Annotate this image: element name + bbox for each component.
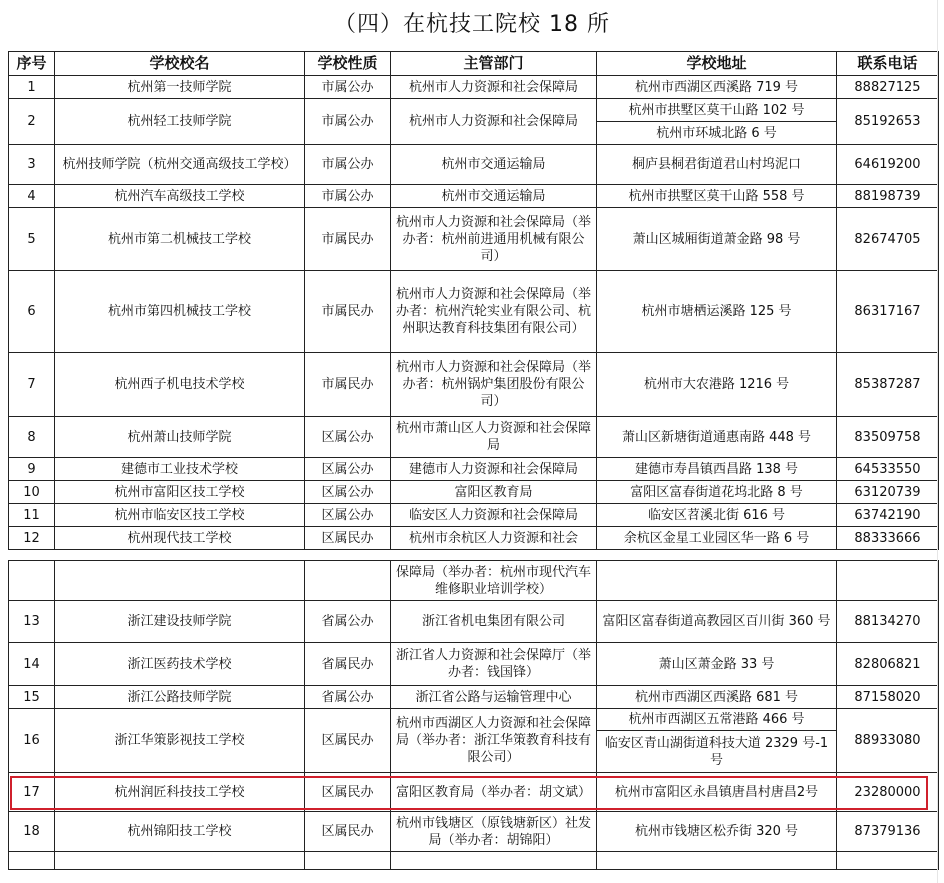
cell-address: 萧山区城厢街道萧金路 98 号 xyxy=(597,208,837,271)
cell-no: 1 xyxy=(9,76,55,99)
table-row xyxy=(9,417,939,458)
cell-name: 杭州第一技师学院 xyxy=(55,76,305,99)
table-row xyxy=(9,99,939,122)
cell-address: 余杭区金星工业园区华一路 6 号 xyxy=(597,527,837,550)
cell-no: 12 xyxy=(9,527,55,550)
header-address: 学校地址 xyxy=(597,52,837,76)
cell-phone: 85192653 xyxy=(837,99,939,145)
table-row xyxy=(9,527,939,550)
page-break-gap xyxy=(9,550,939,561)
cell-dept: 杭州市萧山区人力资源和社会保障局 xyxy=(391,417,597,458)
cell-phone: 82806821 xyxy=(837,643,939,686)
cell-no: 18 xyxy=(9,812,55,852)
cell-dept: 杭州市人力资源和社会保障局（举办者：杭州汽轮实业有限公司、杭州职达教育科技集团有限公司） xyxy=(391,271,597,353)
cell-no: 2 xyxy=(9,99,55,145)
cell-name: 浙江华策影视技工学校 xyxy=(55,709,305,773)
table-row xyxy=(9,76,939,99)
cell-no: 3 xyxy=(9,145,55,185)
cell-name: 杭州西子机电技术学校 xyxy=(55,353,305,417)
header-phone: 联系电话 xyxy=(837,52,939,76)
cell-address: 杭州市西湖区西溪路 681 号 xyxy=(597,686,837,709)
table-row xyxy=(9,353,939,417)
cell-phone: 88134270 xyxy=(837,601,939,643)
cell-address: 杭州市塘栖运溪路 125 号 xyxy=(597,271,837,353)
cell-dept: 浙江省公路与运输管理中心 xyxy=(391,686,597,709)
cell-phone: 88827125 xyxy=(837,76,939,99)
table-row xyxy=(9,185,939,208)
cell-type: 区属民办 xyxy=(305,773,391,812)
cell-dept: 浙江省机电集团有限公司 xyxy=(391,601,597,643)
cell-name: 建德市工业技术学校 xyxy=(55,458,305,481)
cell-type: 市属民办 xyxy=(305,271,391,353)
header-type: 学校性质 xyxy=(305,52,391,76)
cell-dept: 杭州市人力资源和社会保障局 xyxy=(391,99,597,145)
cell-type: 区属民办 xyxy=(305,709,391,773)
cell-phone: 88333666 xyxy=(837,527,939,550)
cell-no: 7 xyxy=(9,353,55,417)
cell-name: 浙江医药技术学校 xyxy=(55,643,305,686)
cell-no: 14 xyxy=(9,643,55,686)
page-title: （四）在杭技工院校 18 所 xyxy=(334,12,610,37)
cell-no: 9 xyxy=(9,458,55,481)
cell-phone: 64619200 xyxy=(837,145,939,185)
cell-no: 15 xyxy=(9,686,55,709)
cell-no: 6 xyxy=(9,271,55,353)
cell-no: 16 xyxy=(9,709,55,773)
cell-name: 杭州市第二机械技工学校 xyxy=(55,208,305,271)
cell-name: 杭州萧山技师学院 xyxy=(55,417,305,458)
cell-name: 杭州轻工技师学院 xyxy=(55,99,305,145)
cell-phone: 83509758 xyxy=(837,417,939,458)
cell-address: 建德市寿昌镇西昌路 138 号 xyxy=(597,458,837,481)
table-row-continued xyxy=(9,561,939,601)
cell-no: 4 xyxy=(9,185,55,208)
cell-dept: 杭州市西湖区人力资源和社会保障局（举办者：浙江华策教育科技有限公司） xyxy=(391,709,597,773)
cell-name xyxy=(55,561,305,601)
table-row-empty xyxy=(9,852,939,870)
cell-dept: 杭州市交通运输局 xyxy=(391,185,597,208)
cell-address: 萧山区萧金路 33 号 xyxy=(597,643,837,686)
cell-phone: 23280000 xyxy=(837,773,939,812)
cell-dept: 建德市人力资源和社会保障局 xyxy=(391,458,597,481)
table-row xyxy=(9,709,939,731)
cell-phone: 87379136 xyxy=(837,812,939,852)
table-row xyxy=(9,601,939,643)
table-row xyxy=(9,504,939,527)
table-row xyxy=(9,686,939,709)
cell-phone: 63742190 xyxy=(837,504,939,527)
cell-type: 省属公办 xyxy=(305,686,391,709)
cell-address: 杭州市拱墅区莫干山路 102 号 xyxy=(597,99,837,122)
cell-phone: 64533550 xyxy=(837,458,939,481)
cell-address: 杭州市西湖区西溪路 719 号 xyxy=(597,76,837,99)
cell-dept: 临安区人力资源和社会保障局 xyxy=(391,504,597,527)
cell-phone: 63120739 xyxy=(837,481,939,504)
cell-name: 杭州润匠科技技工学校 xyxy=(55,773,305,812)
cell-type: 市属公办 xyxy=(305,76,391,99)
table-row xyxy=(9,481,939,504)
table-row xyxy=(9,271,939,353)
header-dept: 主管部门 xyxy=(391,52,597,76)
cell-type: 区属公办 xyxy=(305,458,391,481)
cell-name: 杭州技师学院（杭州交通高级技工学校） xyxy=(55,145,305,185)
cell-type: 市属民办 xyxy=(305,353,391,417)
cell-no: 13 xyxy=(9,601,55,643)
cell-dept: 杭州市钱塘区（原钱塘新区）社发局（举办者：胡锦阳） xyxy=(391,812,597,852)
cell-name: 杭州锦阳技工学校 xyxy=(55,812,305,852)
cell-no: 17 xyxy=(9,773,55,812)
header-name: 学校校名 xyxy=(55,52,305,76)
cell-type xyxy=(305,561,391,601)
table-row-highlighted xyxy=(9,773,939,812)
table-row xyxy=(9,458,939,481)
cell-name: 杭州市第四机械技工学校 xyxy=(55,271,305,353)
table-row xyxy=(9,812,939,852)
cell-address: 萧山区新塘街道通惠南路 448 号 xyxy=(597,417,837,458)
header-no: 序号 xyxy=(9,52,55,76)
cell-no: 8 xyxy=(9,417,55,458)
cell-phone: 88933080 xyxy=(837,709,939,773)
cell-type: 省属公办 xyxy=(305,601,391,643)
cell-address: 杭州市富阳区永昌镇唐昌村唐昌2号 xyxy=(597,773,837,812)
table-header-row xyxy=(9,52,939,76)
cell-address: 临安区青山湖街道科技大道 2329 号-1 号 xyxy=(597,731,837,773)
cell-name: 杭州汽车高级技工学校 xyxy=(55,185,305,208)
cell-address: 桐庐县桐君街道君山村坞泥口 xyxy=(597,145,837,185)
cell-address: 临安区苕溪北街 616 号 xyxy=(597,504,837,527)
table-row xyxy=(9,145,939,185)
cell-type: 区属公办 xyxy=(305,481,391,504)
cell-address: 杭州市拱墅区莫干山路 558 号 xyxy=(597,185,837,208)
cell-phone: 85387287 xyxy=(837,353,939,417)
cell-phone: 82674705 xyxy=(837,208,939,271)
cell-address: 杭州市大农港路 1216 号 xyxy=(597,353,837,417)
cell-dept: 富阳区教育局（举办者：胡文斌） xyxy=(391,773,597,812)
schools-table xyxy=(8,51,939,870)
cell-name: 杭州市临安区技工学校 xyxy=(55,504,305,527)
cell-dept: 浙江省人力资源和社会保障厅（举办者：钱国锋） xyxy=(391,643,597,686)
cell-dept: 杭州市人力资源和社会保障局（举办者：杭州锅炉集团股份有限公司） xyxy=(391,353,597,417)
cell-type: 市属公办 xyxy=(305,99,391,145)
cell-no: 10 xyxy=(9,481,55,504)
cell-type: 省属民办 xyxy=(305,643,391,686)
cell-dept: 富阳区教育局 xyxy=(391,481,597,504)
cell-dept: 杭州市人力资源和社会保障局 xyxy=(391,76,597,99)
cell-phone: 86317167 xyxy=(837,271,939,353)
cell-address: 富阳区富春街道花坞北路 8 号 xyxy=(597,481,837,504)
cell-no: 11 xyxy=(9,504,55,527)
cell-type: 区属公办 xyxy=(305,417,391,458)
cell-dept: 保障局（举办者：杭州市现代汽车维修职业培训学校） xyxy=(391,561,597,601)
table-row xyxy=(9,643,939,686)
cell-name: 杭州现代技工学校 xyxy=(55,527,305,550)
cell-dept: 杭州市交通运输局 xyxy=(391,145,597,185)
cell-phone: 88198739 xyxy=(837,185,939,208)
cell-address: 杭州市环城北路 6 号 xyxy=(597,122,837,145)
cell-type: 区属民办 xyxy=(305,527,391,550)
cell-name: 浙江建设技师学院 xyxy=(55,601,305,643)
table-row xyxy=(9,208,939,271)
cell-type: 市属公办 xyxy=(305,185,391,208)
cell-address: 杭州市钱塘区松乔街 320 号 xyxy=(597,812,837,852)
cell-type: 区属公办 xyxy=(305,504,391,527)
cell-no xyxy=(9,561,55,601)
cell-address: 杭州市西湖区五常港路 466 号 xyxy=(597,709,837,731)
cell-dept: 杭州市人力资源和社会保障局（举办者：杭州前进通用机械有限公司） xyxy=(391,208,597,271)
cell-name: 杭州市富阳区技工学校 xyxy=(55,481,305,504)
cell-address: 富阳区富春街道高教园区百川街 360 号 xyxy=(597,601,837,643)
cell-phone xyxy=(837,561,939,601)
cell-phone: 87158020 xyxy=(837,686,939,709)
cell-no: 5 xyxy=(9,208,55,271)
cell-name: 浙江公路技师学院 xyxy=(55,686,305,709)
cell-type: 市属公办 xyxy=(305,145,391,185)
cell-address xyxy=(597,561,837,601)
cell-type: 市属民办 xyxy=(305,208,391,271)
cell-dept: 杭州市余杭区人力资源和社会 xyxy=(391,527,597,550)
cell-type: 区属民办 xyxy=(305,812,391,852)
page-edge-divider xyxy=(937,0,938,883)
